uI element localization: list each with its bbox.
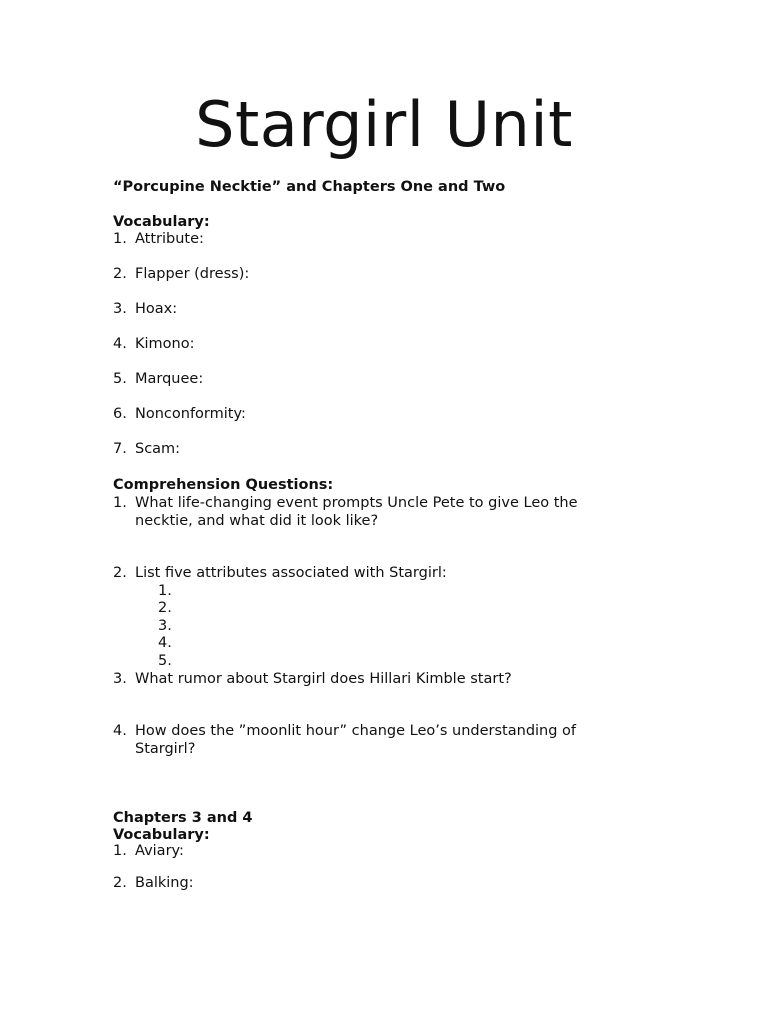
comprehension-heading: Comprehension Questions: (113, 477, 334, 493)
sub-list-number: 4. (158, 635, 172, 651)
vocab-term: Attribute: (135, 231, 204, 247)
vocab-term: Kimono: (135, 336, 195, 352)
list-number: 3. (113, 301, 127, 317)
list-number: 2. (113, 875, 127, 891)
vocab-term: Scam: (135, 441, 181, 457)
question-text: How does the ”moonlit hour” change Leo’s understanding of (135, 723, 577, 739)
vocabulary-heading: Vocabulary: (113, 827, 210, 843)
list-number: 1. (113, 495, 127, 511)
vocab-term: Nonconformity: (135, 406, 246, 422)
vocab-term: Balking: (135, 875, 194, 891)
sub-list-number: 1. (158, 583, 172, 599)
question-text: What rumor about Stargirl does Hillari Kimble start? (135, 671, 512, 687)
vocab-term: Marquee: (135, 371, 204, 387)
list-number: 6. (113, 406, 127, 422)
question-text: List five attributes associated with Stargirl: (135, 565, 447, 581)
list-number: 7. (113, 441, 127, 457)
sub-list-number: 2. (158, 600, 172, 616)
question-text: What life-changing event prompts Uncle Pete to give Leo the (135, 495, 578, 511)
list-number: 3. (113, 671, 127, 687)
list-number: 4. (113, 723, 127, 739)
question-text: necktie, and what did it look like? (135, 513, 379, 529)
vocab-term: Aviary: (135, 843, 184, 859)
list-number: 1. (113, 843, 127, 859)
list-number: 2. (113, 266, 127, 282)
list-number: 4. (113, 336, 127, 352)
sub-list-number: 3. (158, 618, 172, 634)
vocab-term: Flapper (dress): (135, 266, 250, 282)
page-title: Stargirl Unit (195, 88, 573, 161)
vocabulary-heading: Vocabulary: (113, 214, 210, 230)
list-number: 5. (113, 371, 127, 387)
list-number: 2. (113, 565, 127, 581)
vocab-term: Hoax: (135, 301, 178, 317)
question-text: Stargirl? (135, 741, 196, 757)
sub-list-number: 5. (158, 653, 172, 669)
section-heading: Chapters 3 and 4 (113, 810, 253, 826)
list-number: 1. (113, 231, 127, 247)
section-heading: “Porcupine Necktie” and Chapters One and Two (113, 179, 506, 195)
